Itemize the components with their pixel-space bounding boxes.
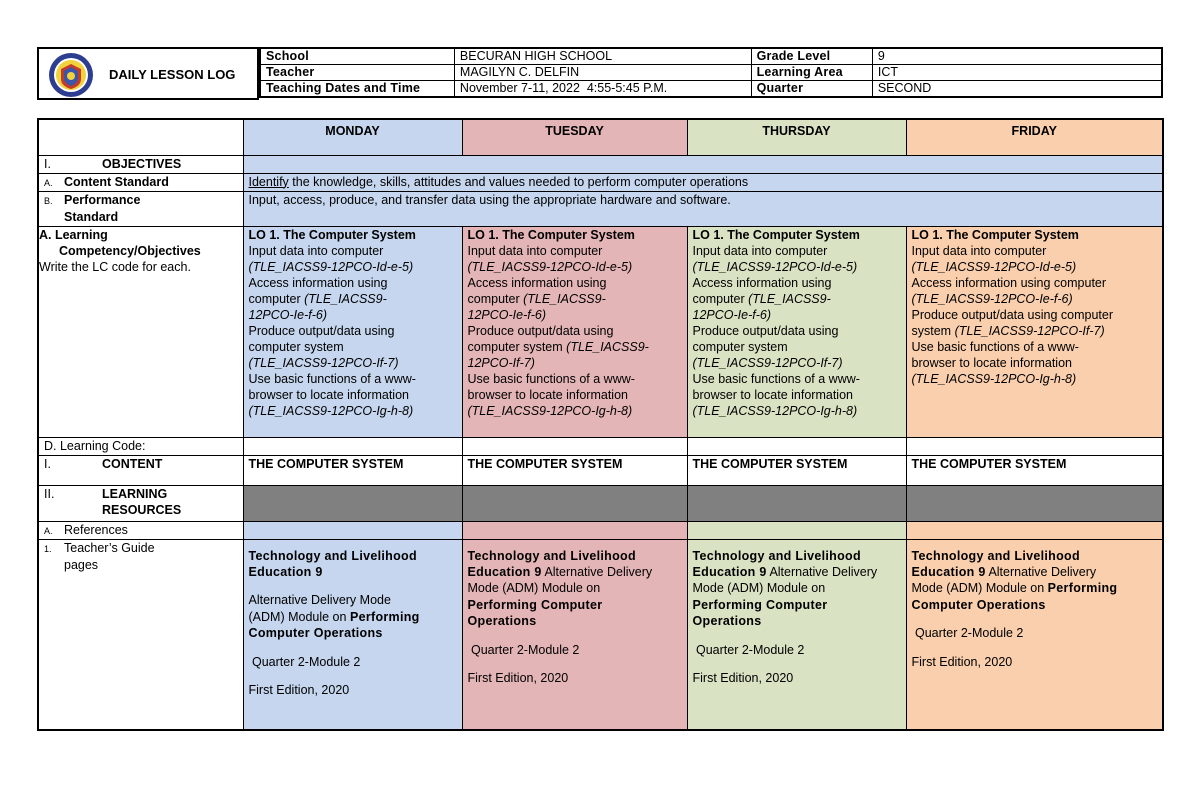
day-tuesday: TUESDAY bbox=[462, 119, 687, 155]
dates-value: November 7-11, 2022 4:55-5:45 P.M. bbox=[454, 81, 751, 98]
content-label: I. CONTENT bbox=[38, 455, 243, 485]
tg-tuesday: Technology and Livelihood Education 9 Alternative Delivery Mode (ADM) Module on Performing Computer Operations Quarter 2-Module 2 First Edition, 2020 bbox=[462, 539, 687, 730]
references-label: A. References bbox=[38, 521, 243, 539]
learning-competency-row bbox=[38, 226, 1163, 437]
learning-code-monday bbox=[243, 437, 462, 455]
performance-standard-text: Input, access, produce, and transfer data using the appropriate hardware and software. bbox=[243, 191, 1163, 226]
content-standard-text: Identify the knowledge, skills, attitudes and values needed to perform computer operations bbox=[243, 173, 1163, 191]
teacher-label: Teacher bbox=[260, 65, 454, 81]
content-friday: THE COMPUTER SYSTEM bbox=[906, 455, 1163, 485]
day-monday: MONDAY bbox=[243, 119, 462, 155]
learning-code-row bbox=[38, 437, 1163, 455]
content-standard-label: A. Content Standard bbox=[38, 173, 243, 191]
day-header-row bbox=[38, 119, 1163, 155]
objectives-band bbox=[243, 155, 1163, 173]
learning-code-label: D. Learning Code: bbox=[38, 437, 243, 455]
day-friday: FRIDAY bbox=[906, 119, 1163, 155]
objectives-label: I. OBJECTIVES bbox=[38, 155, 243, 173]
performance-standard-row bbox=[38, 191, 1163, 226]
lo-friday: LO 1. The Computer System Input data into computer (TLE_IACSS9-12PCO-Id-e-5) Access information using computer (TLE_IACSS9-12PCO-Ie-f-6) Produce output/data using computer system (TLE_IACSS9-12PCO-If-7) Use basic functions of a www- browser to locate information (TLE_IACSS9-12PCO-Ig-h-8) bbox=[906, 226, 1163, 437]
content-row bbox=[38, 455, 1163, 485]
corner-cell bbox=[38, 119, 243, 155]
grade-label: Grade Level bbox=[751, 48, 872, 65]
resources-thursday bbox=[687, 485, 906, 521]
area-value: ICT bbox=[872, 65, 1162, 81]
references-row bbox=[38, 521, 1163, 539]
quarter-value: SECOND bbox=[872, 81, 1162, 98]
learning-competency-label: A. Learning Competency/Objectives Write the LC code for each. bbox=[38, 226, 243, 437]
school-label: School bbox=[260, 48, 454, 65]
day-thursday: THURSDAY bbox=[687, 119, 906, 155]
learning-code-friday bbox=[906, 437, 1163, 455]
teacher-value: MAGILYN C. DELFIN bbox=[454, 65, 751, 81]
references-thursday bbox=[687, 521, 906, 539]
title-box bbox=[37, 47, 259, 100]
tg-thursday: Technology and Livelihood Education 9 Alternative Delivery Mode (ADM) Module on Performing Computer Operations Quarter 2-Module 2 First Edition, 2020 bbox=[687, 539, 906, 730]
area-label: Learning Area bbox=[751, 65, 872, 81]
header-info-table bbox=[259, 47, 1163, 98]
objectives-row bbox=[38, 155, 1163, 173]
content-monday: THE COMPUTER SYSTEM bbox=[243, 455, 462, 485]
performance-standard-label: B. Performance Standard bbox=[38, 191, 243, 226]
references-monday bbox=[243, 521, 462, 539]
deped-seal-icon bbox=[48, 52, 94, 98]
lo-tuesday: LO 1. The Computer System Input data into computer (TLE_IACSS9-12PCO-Id-e-5) Access information using computer (TLE_IACSS9- 12PCO-Ie-f-6) Produce output/data using computer system (TLE_IACSS9- 12PCO-If-7) Use basic functions of a www- browser to locate information (TLE_IACSS9-12PCO-Ig-h-8) bbox=[462, 226, 687, 437]
resources-tuesday bbox=[462, 485, 687, 521]
references-friday bbox=[906, 521, 1163, 539]
learning-resources-label: II. LEARNING RESOURCES bbox=[38, 485, 243, 521]
lesson-grid bbox=[37, 118, 1164, 731]
tg-friday: Technology and Livelihood Education 9 Alternative Delivery Mode (ADM) Module on Performing Computer Operations Quarter 2-Module 2 First Edition, 2020 bbox=[906, 539, 1163, 730]
content-tuesday: THE COMPUTER SYSTEM bbox=[462, 455, 687, 485]
references-tuesday bbox=[462, 521, 687, 539]
page-title: DAILY LESSON LOG bbox=[109, 67, 236, 82]
quarter-label: Quarter bbox=[751, 81, 872, 98]
learning-resources-row bbox=[38, 485, 1163, 521]
school-value: BECURAN HIGH SCHOOL bbox=[454, 48, 751, 65]
content-thursday: THE COMPUTER SYSTEM bbox=[687, 455, 906, 485]
lo-monday: LO 1. The Computer System Input data into computer (TLE_IACSS9-12PCO-Id-e-5) Access information using computer (TLE_IACSS9- 12PCO-Ie-f-6) Produce output/data using computer system (TLE_IACSS9-12PCO-If-7) Use basic functions of a www- browser to locate information (TLE_IACSS9-12PCO-Ig-h-8) bbox=[243, 226, 462, 437]
grade-value: 9 bbox=[872, 48, 1162, 65]
tg-monday: Technology and Livelihood Education 9 Alternative Delivery Mode (ADM) Module on Performing Computer Operations Quarter 2-Module 2 First Edition, 2020 bbox=[243, 539, 462, 730]
learning-code-thursday bbox=[687, 437, 906, 455]
teachers-guide-row bbox=[38, 539, 1163, 730]
teachers-guide-label: 1. Teacher’s Guide pages bbox=[38, 539, 243, 730]
learning-code-tuesday bbox=[462, 437, 687, 455]
lo-thursday: LO 1. The Computer System Input data into computer (TLE_IACSS9-12PCO-Id-e-5) Access information using computer (TLE_IACSS9- 12PCO-Ie-f-6) Produce output/data using computer system (TLE_IACSS9-12PCO-If-7) Use basic functions of a www- browser to locate information (TLE_IACSS9-12PCO-Ig-h-8) bbox=[687, 226, 906, 437]
dates-label: Teaching Dates and Time bbox=[260, 81, 454, 98]
content-standard-row bbox=[38, 173, 1163, 191]
resources-monday bbox=[243, 485, 462, 521]
resources-friday bbox=[906, 485, 1163, 521]
